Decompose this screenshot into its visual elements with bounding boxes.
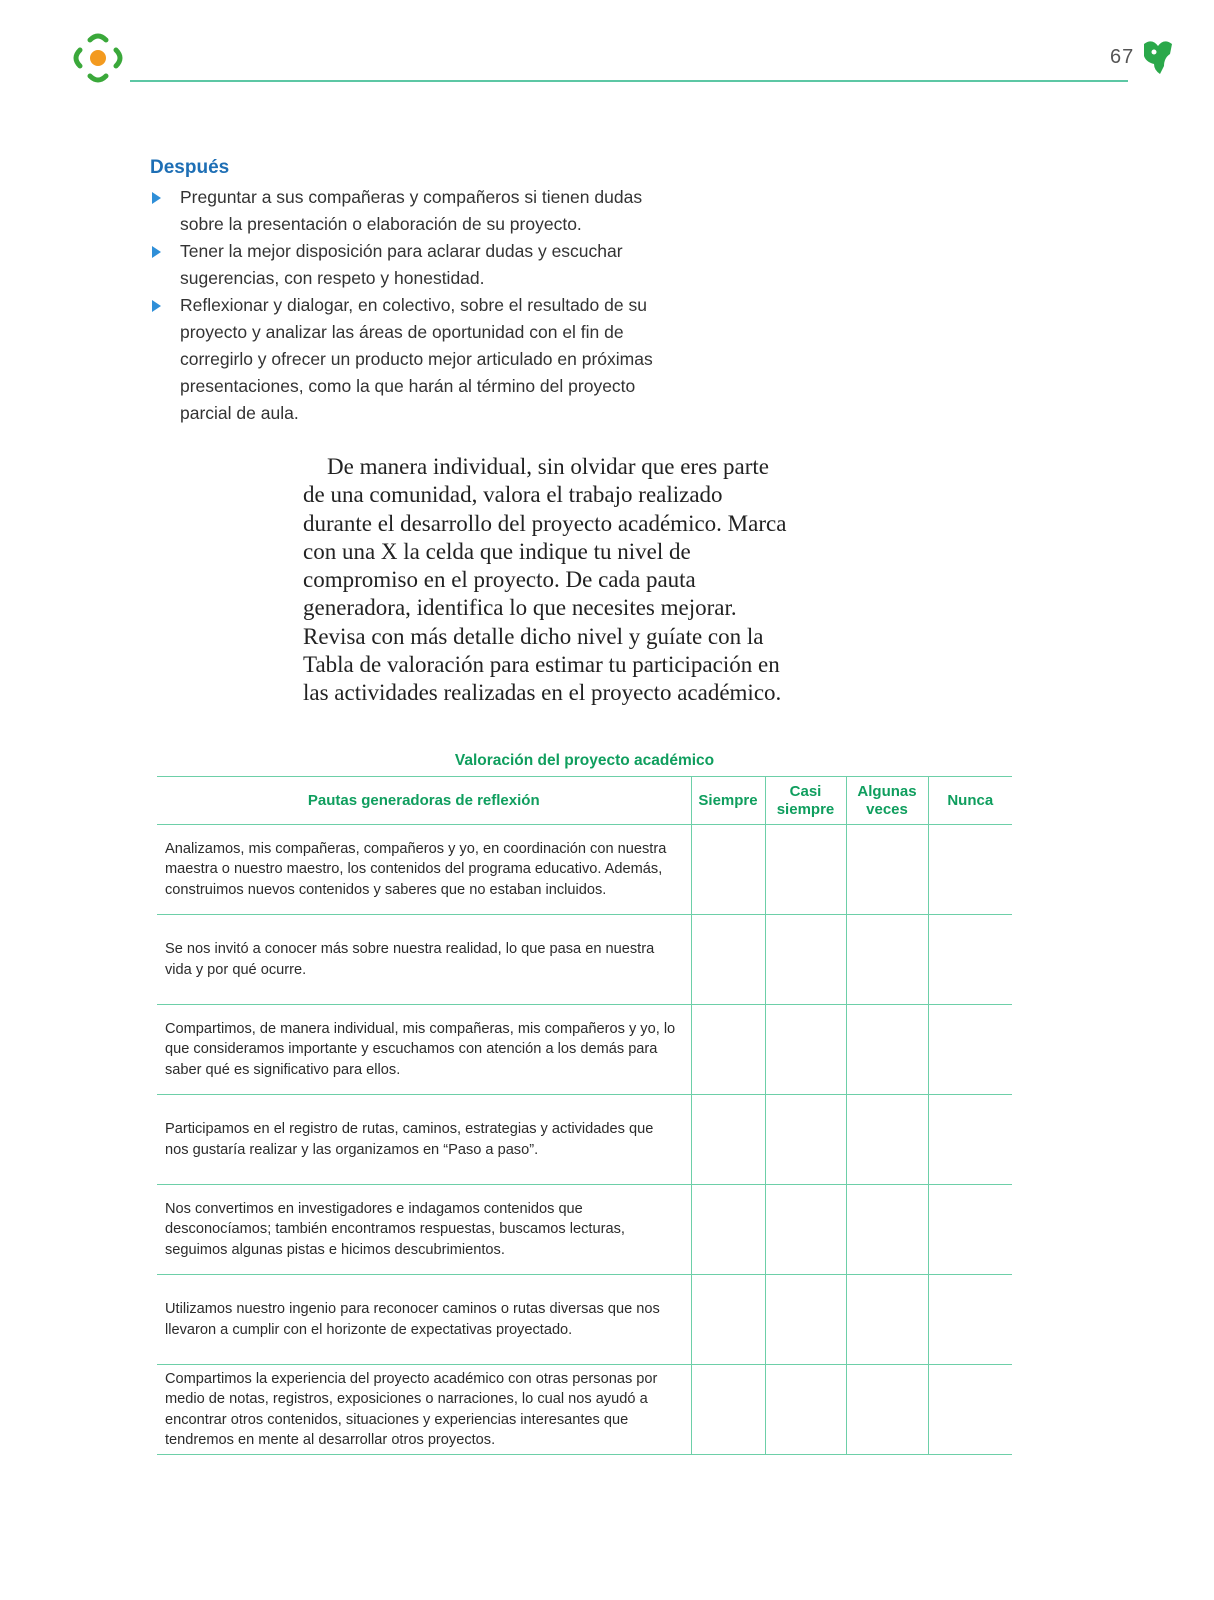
nunca-cell[interactable] (928, 1275, 1012, 1365)
header-nunca: Nunca (928, 777, 1012, 825)
table-caption: Valoración del proyecto académico (454, 752, 715, 769)
casi-siempre-cell[interactable] (765, 915, 846, 1005)
nunca-cell[interactable] (928, 1365, 1012, 1455)
nunca-cell[interactable] (928, 915, 1012, 1005)
algunas-veces-cell[interactable] (846, 1005, 928, 1095)
bullet-item (150, 238, 670, 292)
casi-siempre-cell[interactable] (765, 1185, 846, 1275)
table-row (157, 825, 1012, 915)
nunca-cell[interactable] (928, 1005, 1012, 1095)
green-glyph-icon (1140, 38, 1176, 76)
community-circle-logo-icon (70, 30, 126, 86)
criterion-cell: Nos convertimos en investigadores e indagamos contenidos que desconocíamos; también encontramos respuestas, buscamos lecturas, seguimos algunas pistas e hicimos descubrimientos. (157, 1185, 691, 1275)
siempre-cell[interactable] (691, 1365, 765, 1455)
algunas-veces-cell[interactable] (846, 1185, 928, 1275)
header-casi-siempre: Casi siempre (765, 777, 846, 825)
criterion-cell: Utilizamos nuestro ingenio para reconocer caminos o rutas diversas que nos llevaron a cumplir con el horizonte de expectativas proyectado. (157, 1275, 691, 1365)
siempre-cell[interactable] (691, 825, 765, 915)
siempre-cell[interactable] (691, 1095, 765, 1185)
siempre-cell[interactable] (691, 915, 765, 1005)
bullet-arrow-icon (152, 300, 161, 312)
casi-siempre-cell[interactable] (765, 1005, 846, 1095)
algunas-veces-cell[interactable] (846, 1095, 928, 1185)
evaluation-table (157, 776, 1012, 1455)
criterion-cell: Se nos invitó a conocer más sobre nuestra realidad, lo que pasa en nuestra vida y por qué ocurre. (157, 915, 691, 1005)
table-row (157, 1095, 1012, 1185)
table-row (157, 1005, 1012, 1095)
bullet-arrow-icon (152, 192, 161, 204)
nunca-cell[interactable] (928, 1185, 1012, 1275)
instructions-paragraph: De manera individual, sin olvidar que eres parte de una comunidad, valora el trabajo realizado durante el desarrollo del proyecto académico. Marca con una X la celda que indique tu nivel de compromiso en el proyecto. De cada pauta generadora, identifica lo que necesites mejorar. Revisa con más detalle dicho nivel y guíate con la Tabla de valoración para estimar tu participación en las actividades realizadas en el proyecto académico. (303, 454, 787, 706)
criterion-cell: Compartimos, de manera individual, mis compañeras, mis compañeros y yo, lo que consideramos importante y escuchamos con atención a los demás para saber qué es significativo para ellos. (157, 1005, 691, 1095)
criterion-cell: Compartimos la experiencia del proyecto académico con otras personas por medio de notas, registros, exposiciones o narraciones, lo cual nos ayudó a encontrar otros contenidos, situaciones y experiencias interesantes que tendremos en mente al desarrollar otros proyectos. (157, 1365, 691, 1455)
algunas-veces-cell[interactable] (846, 1365, 928, 1455)
bullet-item (150, 292, 670, 427)
bullet-text: Preguntar a sus compañeras y compañeros si tienen dudas sobre la presentación o elaboración de su proyecto. (180, 187, 643, 234)
algunas-veces-cell[interactable] (846, 915, 928, 1005)
casi-siempre-cell[interactable] (765, 1275, 846, 1365)
table-row (157, 1185, 1012, 1275)
siempre-cell[interactable] (691, 1275, 765, 1365)
nunca-cell[interactable] (928, 825, 1012, 915)
siempre-cell[interactable] (691, 1005, 765, 1095)
algunas-veces-cell[interactable] (846, 825, 928, 915)
header-rule (130, 80, 1128, 82)
casi-siempre-cell[interactable] (765, 825, 846, 915)
bullet-list (150, 184, 670, 427)
casi-siempre-cell[interactable] (765, 1365, 846, 1455)
criterion-cell: Participamos en el registro de rutas, caminos, estrategias y actividades que nos gustaría realizar y las organizamos en “Paso a paso”. (157, 1095, 691, 1185)
table-row (157, 915, 1012, 1005)
casi-siempre-cell[interactable] (765, 1095, 846, 1185)
section-heading: Después (150, 157, 230, 178)
table-row (157, 1275, 1012, 1365)
header-siempre: Siempre (691, 777, 765, 825)
criterion-cell: Analizamos, mis compañeras, compañeros y yo, en coordinación con nuestra maestra o nuestro maestro, los contenidos del programa educativo. Además, construimos nuevos contenidos y saberes que no estaban incluidos. (157, 825, 691, 915)
table-row (157, 1365, 1012, 1455)
nunca-cell[interactable] (928, 1095, 1012, 1185)
page-number: 67 (1110, 46, 1135, 68)
algunas-veces-cell[interactable] (846, 1275, 928, 1365)
bullet-arrow-icon (152, 246, 161, 258)
bullet-text: Tener la mejor disposición para aclarar dudas y escuchar sugerencias, con respeto y honestidad. (180, 241, 623, 288)
header-criteria: Pautas generadoras de reflexión (157, 777, 691, 825)
table-header-row (157, 777, 1012, 825)
header-algunas-veces: Algunas veces (846, 777, 928, 825)
bullet-text: Reflexionar y dialogar, en colectivo, sobre el resultado de su proyecto y analizar las áreas de oportunidad con el fin de corregirlo y ofrecer un producto mejor articulado en próximas presentaciones, como la que harán al término del proyecto parcial de aula. (180, 295, 653, 423)
siempre-cell[interactable] (691, 1185, 765, 1275)
bullet-item (150, 184, 670, 238)
